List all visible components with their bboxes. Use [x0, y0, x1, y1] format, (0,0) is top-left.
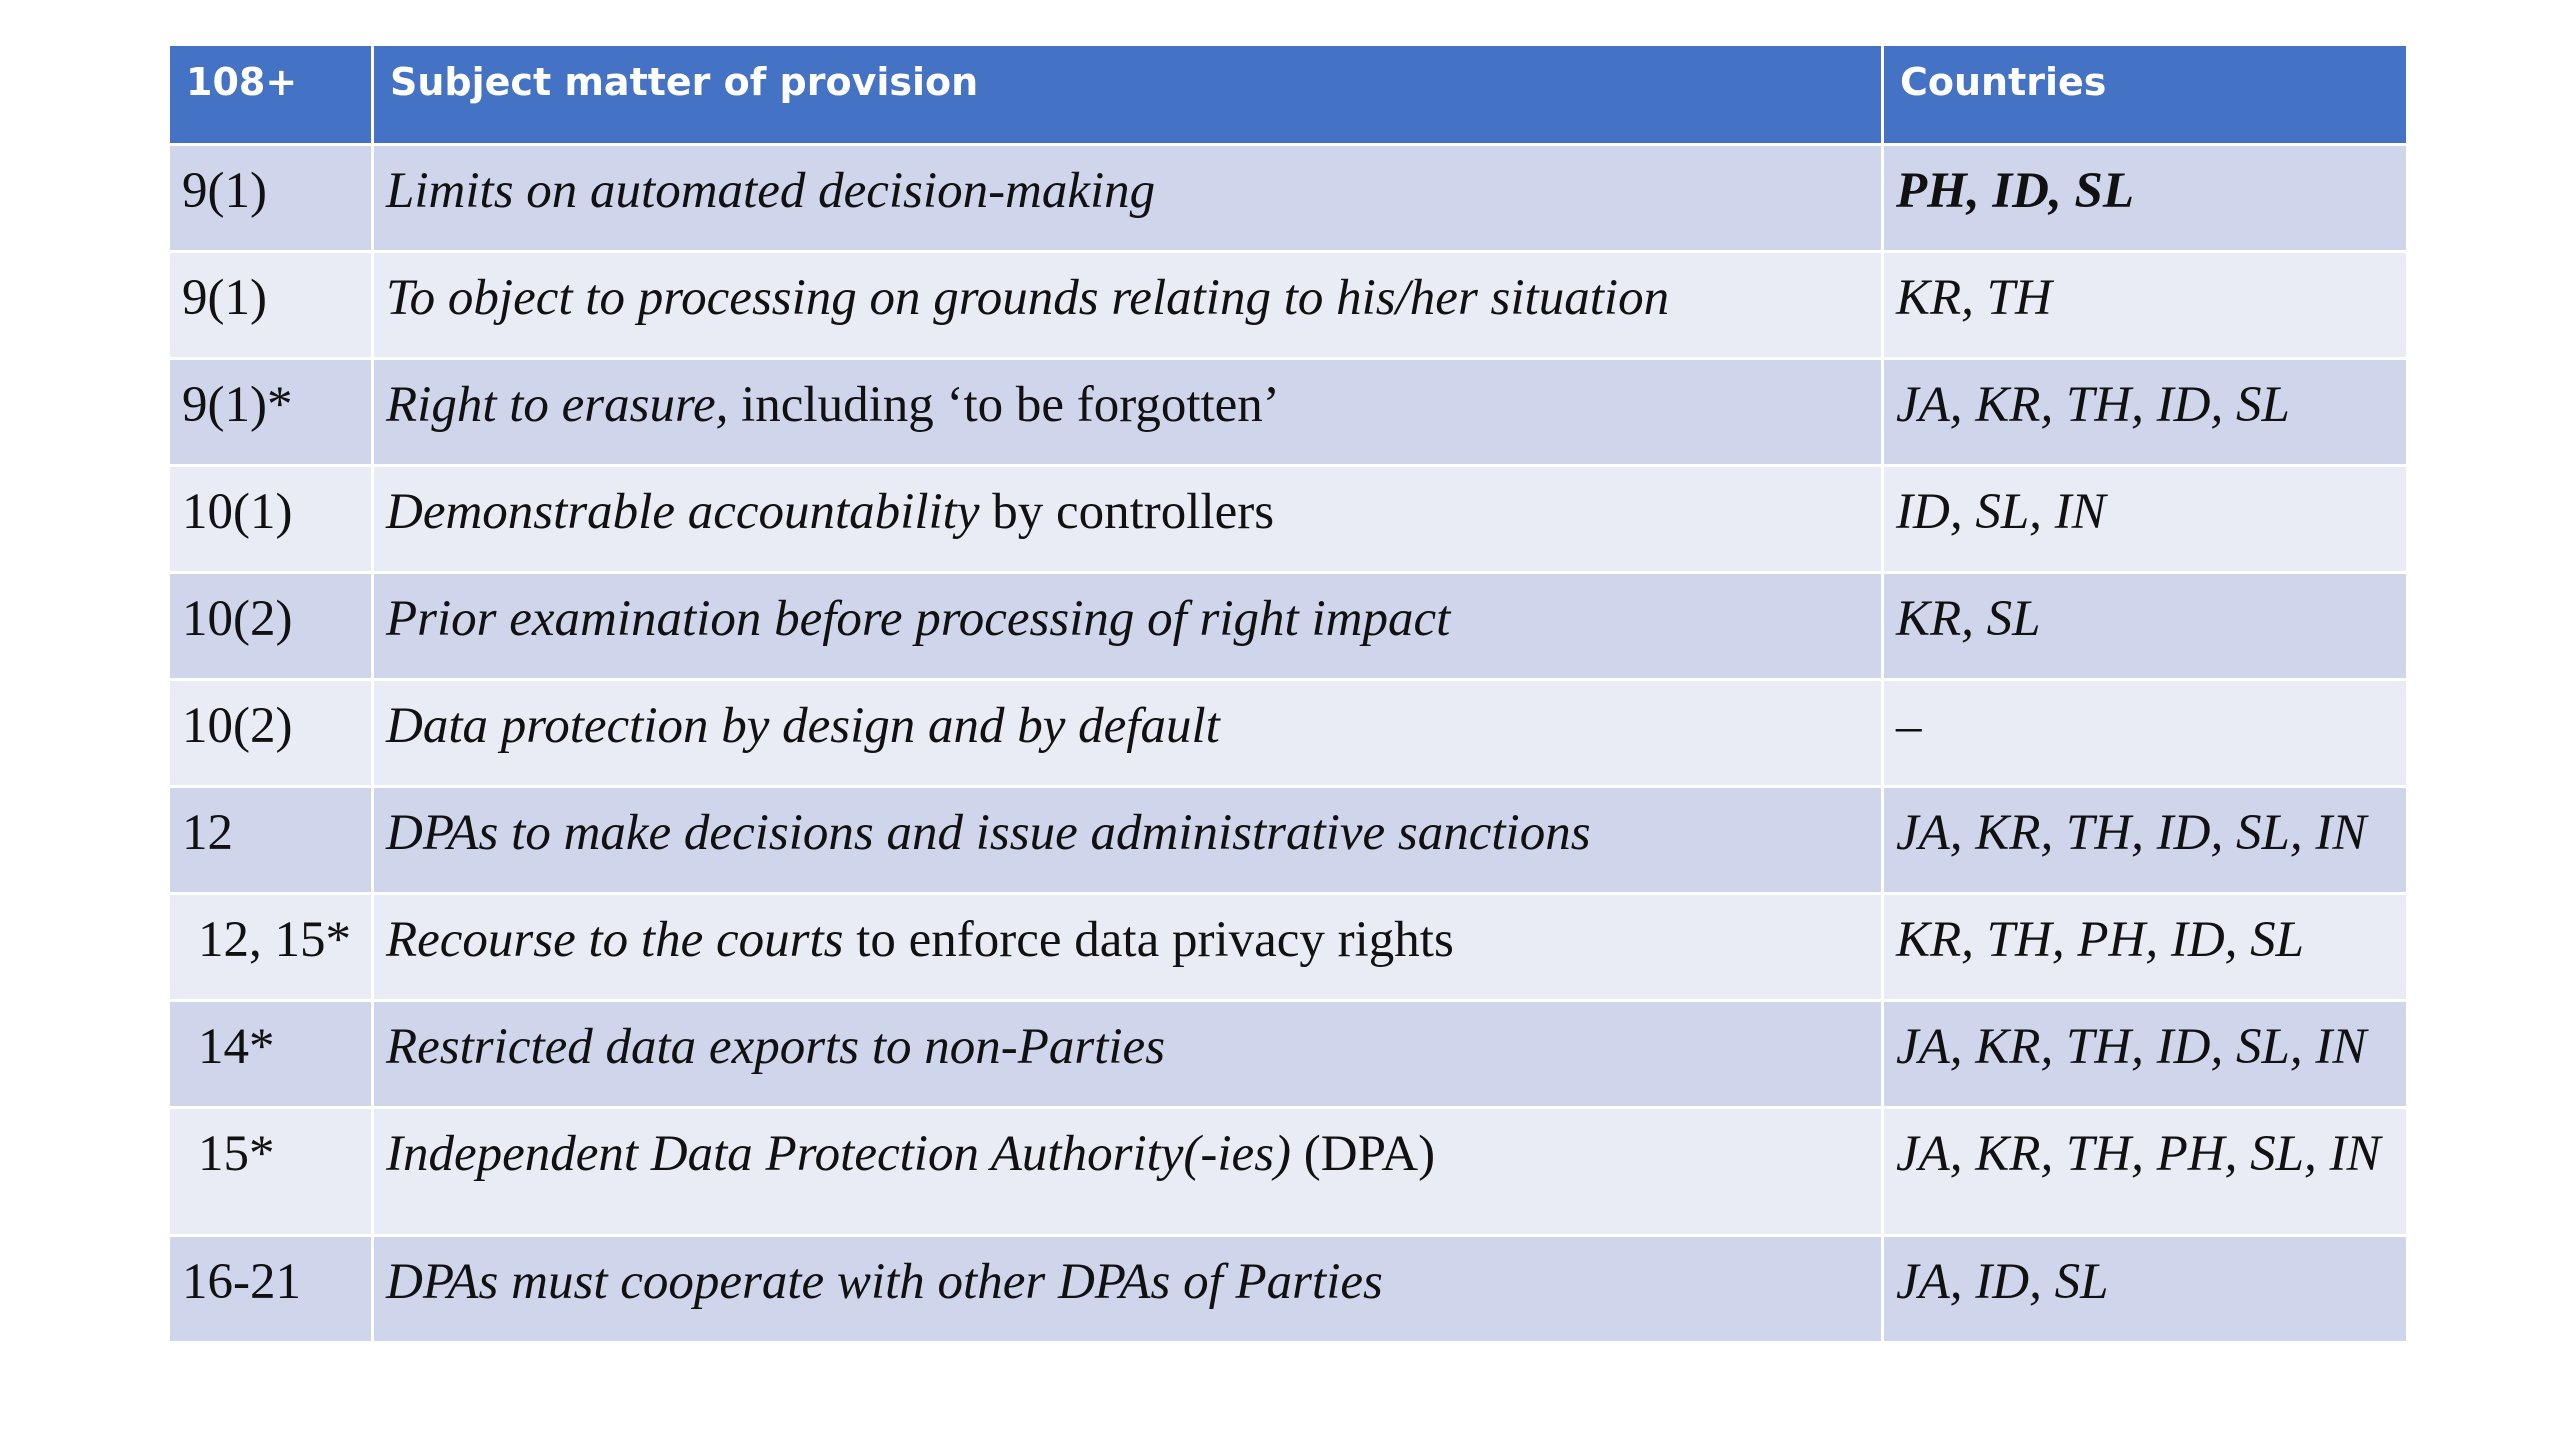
- subject-cell: [373, 573, 1883, 680]
- subject-italic: Limits on automated decision-making: [386, 163, 1156, 219]
- countries-cell: ID, SL, IN: [1883, 466, 2408, 573]
- subject-italic: Data protection by design and by default: [386, 698, 1220, 754]
- subject-cell: [373, 466, 1883, 573]
- article-cell: 12: [169, 787, 373, 894]
- subject-italic: DPAs must cooperate with other DPAs of Parties: [386, 1254, 1383, 1310]
- table-row: [169, 894, 2408, 1001]
- subject-italic: Right to erasure,: [386, 377, 729, 433]
- countries-cell: JA, ID, SL: [1883, 1236, 2408, 1343]
- countries-cell: PH, ID, SL: [1883, 145, 2408, 252]
- header-subject: Subject matter of provision: [373, 45, 1883, 145]
- subject-italic: Demonstrable accountability: [386, 484, 980, 540]
- countries-cell: JA, KR, TH, ID, SL: [1883, 359, 2408, 466]
- article-cell: 10(1): [169, 466, 373, 573]
- table-row: [169, 573, 2408, 680]
- provisions-table: [167, 43, 2409, 1344]
- subject-plain: to enforce data privacy rights: [843, 912, 1454, 968]
- table-row: [169, 1108, 2408, 1236]
- header-countries: Countries: [1883, 45, 2408, 145]
- article-cell: 9(1)*: [169, 359, 373, 466]
- subject-cell: [373, 787, 1883, 894]
- subject-plain: including ‘to be forgotten’: [728, 377, 1280, 433]
- countries-cell: –: [1883, 680, 2408, 787]
- table-row: [169, 359, 2408, 466]
- article-cell: 12, 15*: [169, 894, 373, 1001]
- subject-cell: [373, 1108, 1883, 1236]
- article-cell: 10(2): [169, 573, 373, 680]
- table-row: [169, 1001, 2408, 1108]
- subject-cell: [373, 145, 1883, 252]
- article-cell: 9(1): [169, 145, 373, 252]
- subject-italic: Restricted data exports to non-Parties: [386, 1019, 1166, 1075]
- table-row: [169, 680, 2408, 787]
- subject-italic: Prior examination before processing of right impact: [386, 591, 1451, 647]
- countries-cell: JA, KR, TH, ID, SL, IN: [1883, 787, 2408, 894]
- article-cell: 14*: [169, 1001, 373, 1108]
- subject-plain: (DPA): [1291, 1126, 1436, 1182]
- article-cell: 10(2): [169, 680, 373, 787]
- table-row: [169, 252, 2408, 359]
- table-row: [169, 145, 2408, 252]
- subject-italic: To object to processing on grounds relating to his/her situation: [386, 270, 1670, 326]
- countries-cell: KR, TH, PH, ID, SL: [1883, 894, 2408, 1001]
- countries-cell: JA, KR, TH, PH, SL, IN: [1883, 1108, 2408, 1236]
- header-row: [169, 45, 2408, 145]
- subject-italic: DPAs to make decisions and issue administrative sanctions: [386, 805, 1591, 861]
- article-cell: 15*: [169, 1108, 373, 1236]
- subject-italic: Recourse to the courts: [386, 912, 844, 968]
- table-row: [169, 1236, 2408, 1343]
- subject-italic: Independent Data Protection Authority(-ies): [386, 1126, 1292, 1182]
- countries-cell: JA, KR, TH, ID, SL, IN: [1883, 1001, 2408, 1108]
- countries-cell: KR, SL: [1883, 573, 2408, 680]
- subject-plain: by controllers: [979, 484, 1275, 540]
- header-article: 108+: [169, 45, 373, 145]
- subject-cell: [373, 1236, 1883, 1343]
- subject-cell: [373, 680, 1883, 787]
- subject-cell: [373, 252, 1883, 359]
- article-cell: 9(1): [169, 252, 373, 359]
- table-row: [169, 787, 2408, 894]
- countries-cell: KR, TH: [1883, 252, 2408, 359]
- subject-cell: [373, 359, 1883, 466]
- table-row: [169, 466, 2408, 573]
- subject-cell: [373, 1001, 1883, 1108]
- article-cell: 16-21: [169, 1236, 373, 1343]
- subject-cell: [373, 894, 1883, 1001]
